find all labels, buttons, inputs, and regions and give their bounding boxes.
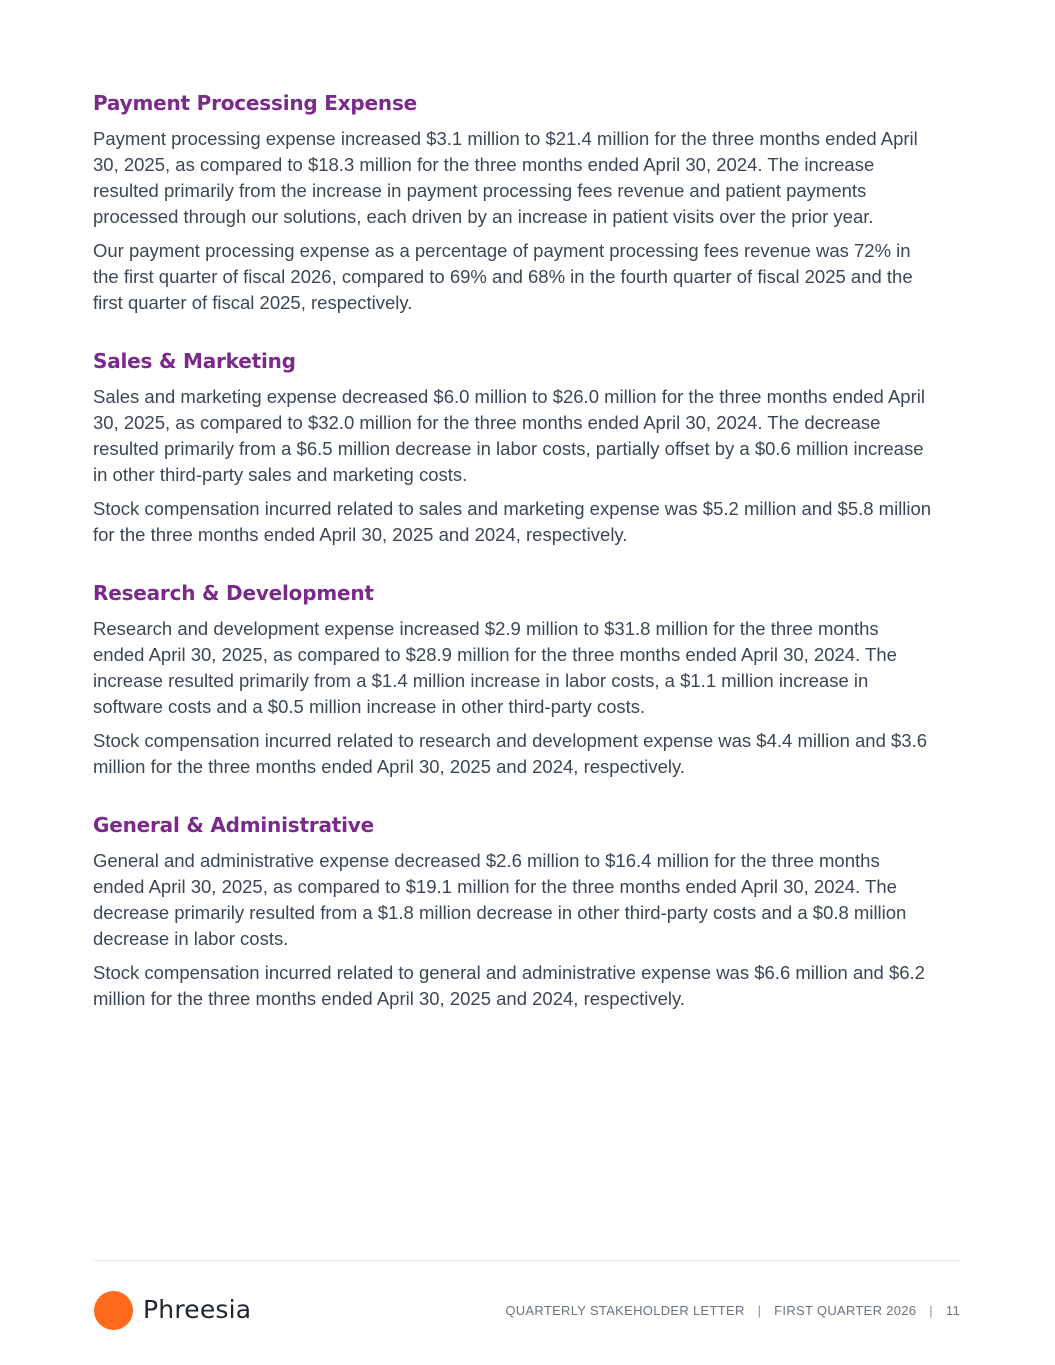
footer-separator: | xyxy=(929,1303,933,1318)
footer-meta xyxy=(505,1302,960,1320)
section-paragraph: Stock compensation incurred related to sales and marketing expense was $5.2 million and $5.8 million for the three months ended April 30, 2025 and 2024, respectively. xyxy=(93,498,932,545)
footer-separator: | xyxy=(757,1303,762,1318)
section-paragraph: Research and development expense increased $2.9 million to $31.8 million for the three months ended April 30, 2025, as compared to $28.9 million for the three months ended April 30, 2024. The increase resulted primarily from a $1.4 million increase in labor costs, a $1.1 million increase in software costs and a $0.5 million increase in other third-party costs. xyxy=(93,618,897,717)
section-sales-marketing xyxy=(93,346,933,548)
page-number: 11 xyxy=(945,1303,960,1318)
section-paragraph: Sales and marketing expense decreased $6.0 million to $26.0 million for the three months ended April 30, 2025, as compared to $32.0 million for the three months ended April 30, 2024. The decrease resulted primarily from a $6.5 million decrease in labor costs, partially offset by a $0.6 million increase in other third-party sales and marketing costs. xyxy=(93,386,925,485)
section-paragraph: General and administrative expense decreased $2.6 million to $16.4 million for the three months ended April 30, 2025, as compared to $19.1 million for the three months ended April 30, 2024. The decrease primarily resulted from a $1.8 million decrease in other third-party costs and a $0.8 million decrease in labor costs. xyxy=(93,850,907,949)
section-paragraph: Stock compensation incurred related to research and development expense was $4.4 million and $3.6 million for the three months ended April 30, 2025 and 2024, respectively. xyxy=(93,730,928,777)
section-paragraph: Stock compensation incurred related to general and administrative expense was $6.6 million and $6.2 million for the three months ended April 30, 2025 and 2024, respectively. xyxy=(93,962,925,1009)
section-payment-processing xyxy=(93,88,933,316)
phreesia-logo-dot-icon xyxy=(94,1291,133,1330)
document-body xyxy=(93,88,933,1042)
section-heading: Sales & Marketing xyxy=(93,349,296,373)
section-heading: General & Administrative xyxy=(93,813,374,837)
phreesia-logo-wordmark: Phreesia xyxy=(143,1295,252,1324)
section-paragraph: Our payment processing expense as a percentage of payment processing fees revenue was 72% in the first quarter of fiscal 2026, compared to 69% and 68% in the fourth quarter of fiscal 2025 and the first quarter of fiscal 2025, respectively. xyxy=(93,240,913,313)
section-heading: Research & Development xyxy=(93,581,374,605)
section-paragraph: Payment processing expense increased $3.1 million to $21.4 million for the three months ended April 30, 2025, as compared to $18.3 million for the three months ended April 30, 2024. The increase resulted primarily from the increase in payment processing fees revenue and patient payments processed through our solutions, each driven by an increase in patient visits over the prior year. xyxy=(93,128,918,227)
section-general-administrative xyxy=(93,810,933,1012)
footer-period: FIRST QUARTER 2026 xyxy=(774,1303,917,1318)
footer-document-title: QUARTERLY STAKEHOLDER LETTER xyxy=(505,1303,745,1318)
footer-divider xyxy=(93,1260,960,1261)
section-heading: Payment Processing Expense xyxy=(93,91,418,115)
section-research-development xyxy=(93,578,933,780)
